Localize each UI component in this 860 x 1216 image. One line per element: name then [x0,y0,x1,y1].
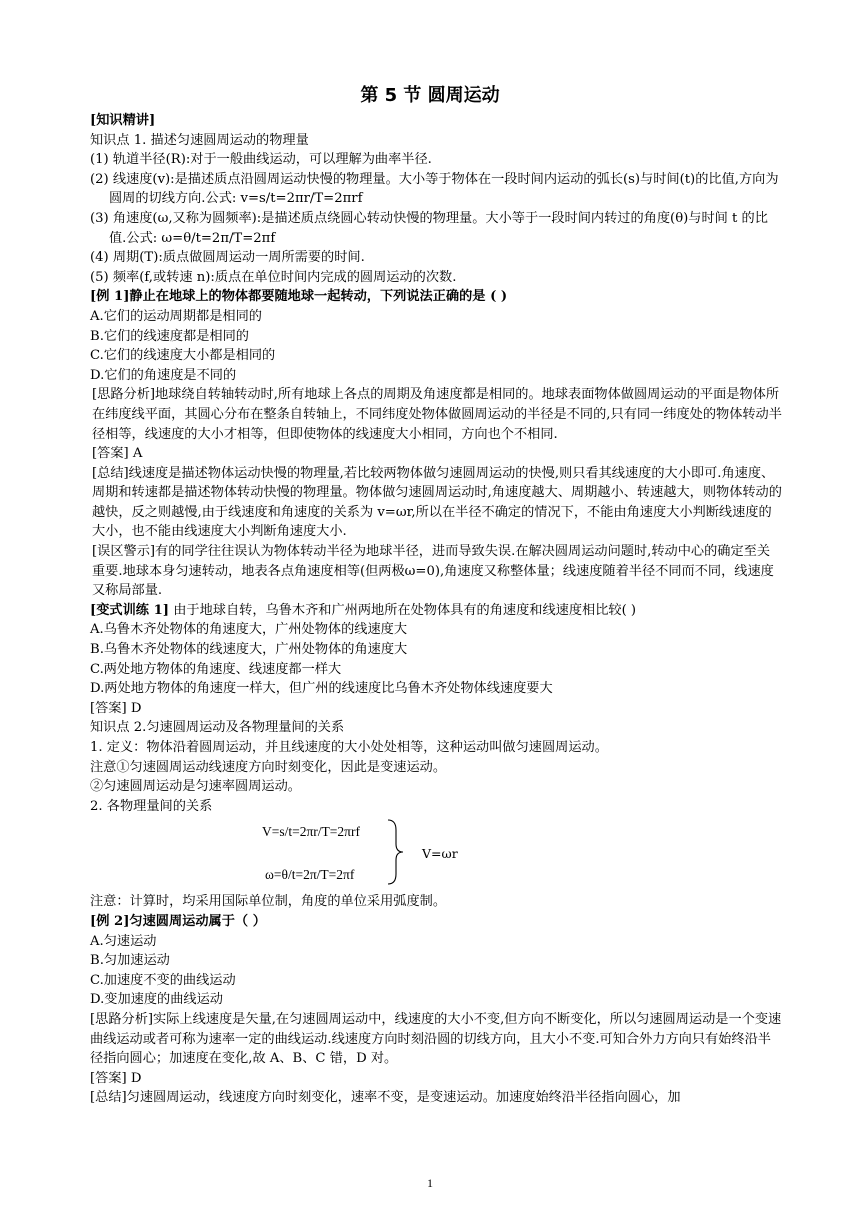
variant-training-label: [变式训练 1] [90,602,169,618]
note-2: ②匀速圆周运动是匀速率圆周运动。 [90,779,301,795]
variant-option-c: C.两处地方物体的角速度、线速度都一样大 [90,661,342,677]
example-1-option-d: D.它们的角速度是不同的 [90,367,237,383]
example-2-option-c: C.加速度不变的曲线运动 [90,972,236,988]
example-2-summary: [总结]匀速圆周运动，线速度方向时刻变化，速率不变，是变速运动。加速度始终沿半径指向圆心，加 [90,1090,681,1106]
example-2-question: [例 2]匀速圆周运动属于（ ） [90,913,266,929]
formula-relation: V=ωr [422,846,458,862]
right-brace [386,818,406,886]
formula-linear: V=s/t=2πr/T=2πrf [262,824,360,840]
formula-angular: ω=θ/t=2π/T=2πf [265,867,355,883]
item-frequency: (5) 频率(f,或转速 n):质点在单位时间内完成的圆周运动的次数. [90,269,457,285]
example-1-option-a: A.它们的运动周期都是相同的 [90,308,262,324]
example-1-answer: [答案] A [92,446,143,462]
knowledge-point-2: 知识点 2.匀速圆周运动及各物理量间的关系 [90,720,345,736]
relations-heading: 2. 各物理量间的关系 [90,798,213,814]
section-heading-knowledge: [知识精讲] [90,113,156,128]
knowledge-point-1: 知识点 1. 描述匀速圆周运动的物理量 [90,132,309,148]
example-1-option-b: B.它们的线速度都是相同的 [90,328,249,344]
section-title: 第 5 节 圆周运动 [360,85,500,106]
note-1: 注意①匀速圆周运动线速度方向时刻变化，因此是变速运动。 [90,759,447,775]
variant-answer: [答案] D [90,700,142,716]
example-1-question: [例 1]静止在地球上的物体都要随地球一起转动，下列说法正确的是 ( ) [90,289,508,305]
variant-training-question: 由于地球自转，乌鲁木齐和广州两地所在处物体具有的角速度和线速度相比较( ) [169,602,637,618]
variant-option-d: D.两处地方物体的角速度一样大，但广州的线速度比乌鲁木齐处物体线速度要大 [90,681,553,697]
example-2-analysis: [思路分析]实际上线速度是矢量,在匀速圆周运动中，线速度的大小不变,但方向不断变化，所以匀速圆周运动是一个变速曲线运动或者可称为速率一定的曲线运动.线速度方向时刻沿圆的切线方向，且大小不变.可知合外力方向只有始终沿半径指向圆心；加速度在变化,故 A、B、C 错，D 对。 [90,1011,782,1067]
example-2-option-a: A.匀速运动 [90,933,157,949]
example-1-option-c: C.它们的线速度大小都是相同的 [90,348,276,364]
variant-option-b: B.乌鲁木齐处物体的线速度大，广州处物体的角速度大 [90,642,408,658]
example-2-option-d: D.变加速度的曲线运动 [90,992,223,1008]
item-linear-velocity: (2) 线速度(v):是描述质点沿圆周运动快慢的物理量。大小等于物体在一段时间内运动的弧长(s)与时间(t)的比值,方向为圆周的切线方向.公式: v=s/t=2πr/T=2πrf [90,171,779,207]
example-1-analysis: [思路分析]地球绕自转轴转动时,所有地球上各点的周期及角速度都是相同的。地球表面物体做圆周运动的平面是物体所在纬度线平面，其圆心分布在整条自转轴上，不同纬度处物体做圆周运动的半径是不同的,只有同一纬度处的物体转动半径相等，线速度的大小才相等，但即使物体的线速度大小相同，方向也个不相同. [92,387,782,442]
item-angular-velocity: (3) 角速度(ω,又称为圆频率):是描述质点绕圆心转动快慢的物理量。大小等于一段时间内转过的角度(θ)与时间 t 的比值.公式: ω=θ/t=2π/T=2πf [90,210,768,246]
unit-note: 注意：计算时，均采用国际单位制，角度的单位采用弧度制。 [90,894,447,910]
example-1-warning: [误区警示]有的同学往往误认为物体转动半径为地球半径，进而导致失误.在解决圆周运动问题时,转动中心的确定至关重要.地球本身匀速转动，地表各点角速度相等(但两极ω=0),角速度又称整体量；线速度随着半径不同而不同，线速度又称局部量. [92,544,774,599]
page-number: 1 [427,1176,433,1190]
item-period: (4) 周期(T):质点做圆周运动一周所需要的时间. [90,250,365,266]
example-2-answer: [答案] D [90,1070,142,1086]
document-body [90,111,782,1108]
variant-training-1 [90,601,782,621]
formula-block [90,818,782,888]
item-radius: (1) 轨道半径(R):对于一般曲线运动，可以理解为曲率半径. [90,152,432,168]
definition-line: 1. 定义：物体沿着圆周运动，并且线速度的大小处处相等，这种运动叫做匀速圆周运动。 [90,740,608,755]
variant-option-a: A.乌鲁木齐处物体的角速度大，广州处物体的线速度大 [90,622,408,638]
example-1-summary: [总结]线速度是描述物体运动快慢的物理量,若比较两物体做匀速圆周运动的快慢,则只看其线速度的大小即可.角速度、周期和转速都是描述物体转动快慢的物理量。物体做匀速圆周运动时,角速度越大、周期越小、转速越大，则物体转动的越快，反之则越慢,由于线速度和角速度的关系为 v=ωr,所以在半径不确定的情况下，不能由角速度大小判断线速度的大小，也不能由线速度大小判断角速度大小. [92,465,782,540]
example-2-option-b: B.匀加速运动 [90,953,170,969]
